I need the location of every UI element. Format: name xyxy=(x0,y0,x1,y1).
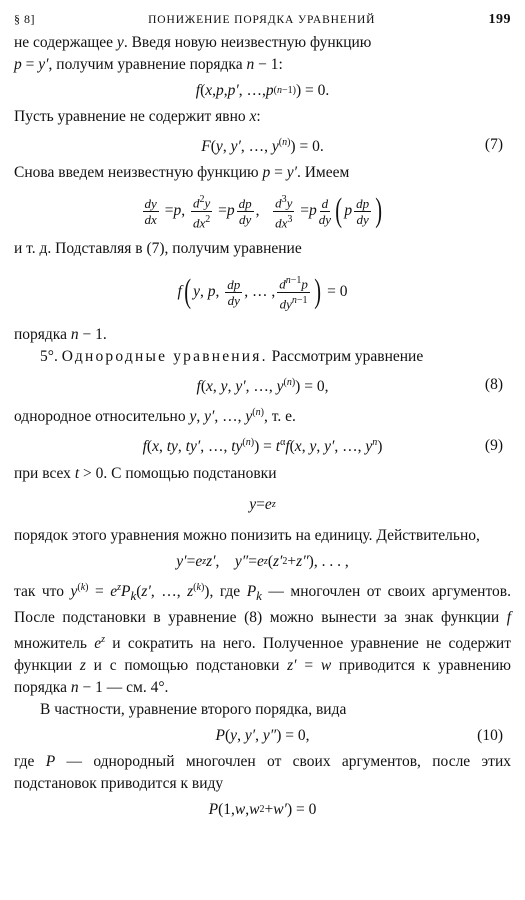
paragraph-4: и т. д. Подставляя в (7), получим уравнение xyxy=(14,240,302,258)
formula-7: F(y, y′, …, $y^{(n)}) = 0$. (7) xyxy=(201,136,503,156)
paragraph-12: где P — однородный многочлен от своих аргументов, после этих подстановок приводится к виду xyxy=(14,753,511,793)
section-label: § 8] xyxy=(14,12,35,26)
paragraph-5: порядка n − 1. xyxy=(14,326,107,344)
formula-10: P(y, y′, y″) = 0, (10) xyxy=(14,725,511,747)
equation-number-8: (8) xyxy=(484,376,503,394)
paragraph-11: В частности, уравнение второго порядка, вида xyxy=(40,701,347,719)
formula-substitution: y = e z xyxy=(249,495,276,513)
formula-reduced: f ( x , p , p′ , …, p (n−1) ) = 0. xyxy=(195,82,330,99)
equation-number-9: (9) xyxy=(484,436,503,454)
paragraph-6: 5°. Однородные уравнения. Рассмотрим уравнение xyxy=(40,348,424,366)
paragraph-9: порядок этого уравнения можно понизить на единицу. Действительно, xyxy=(14,526,480,544)
formula-substituted: f ( y , p , dp dy , … , $d^{n-1}p$ $dy^{n-1}$ ) = 0 xyxy=(177,273,348,311)
formula-9: f(x, ty, ty′, …, $ty^{(n)}) = t^\alpha f(x$, y, y′, …, $y^n$) (9) xyxy=(142,436,503,456)
paragraph-2: Пусть уравнение не содержит явно x: xyxy=(14,108,261,125)
chapter-title: ПОНИЖЕНИЕ ПОРЯДКА УРАВНЕНИЙ xyxy=(148,14,376,26)
page-number: 199 xyxy=(488,12,511,27)
equation-number-7: (7) xyxy=(484,136,503,154)
formula-derivatives: dy dx = p , $d^2y$ $dx^2$ = p dp dy , $d^3y$ $dx^3$ = p d dy ( p dp dy ) xyxy=(144,192,383,230)
paragraph-3: Снова введем неизвестную функцию p = y′. Имеем xyxy=(14,164,350,182)
paragraph-7: однородное относительно y, y′, …, $y^{(n)}$, т. е. xyxy=(14,407,296,426)
paragraph-8: при всех t > 0. С помощью подстановки xyxy=(14,464,277,482)
formula-derivatives-z: y′ = e z z′ , y″ = e z ( z′ 2 + z″ ), . . . , xyxy=(176,552,349,570)
subsection-heading: Однородные уравнения. xyxy=(61,348,268,366)
paragraph-10: так что $y^{(k)} = e^zP_k(z'$, …, $z^{(k)}$), где $P_k$ — многочлен от своих аргументов. После подстановки в уравнение (8) можно вынести за знак функции f множитель $e^z$ и сократить на него. Полученное уравнение не содержит функции z и с помощью подстановки z′ = w приводится к уравнению порядка n − 1 — см. 4°. xyxy=(14,581,511,697)
formula-final: P (1, w , w 2 + w′ ) = 0 xyxy=(208,801,317,819)
paragraph-1: не содержащее y. Введя новую неизвестную функцию p = y′, получим уравнение порядка n − 1: xyxy=(14,34,372,73)
running-header xyxy=(14,8,511,32)
formula-8: f(x, y, y′, …, $y^{(n)}) = 0$, (8) xyxy=(196,376,503,396)
equation-number-10: (10) xyxy=(477,727,503,745)
